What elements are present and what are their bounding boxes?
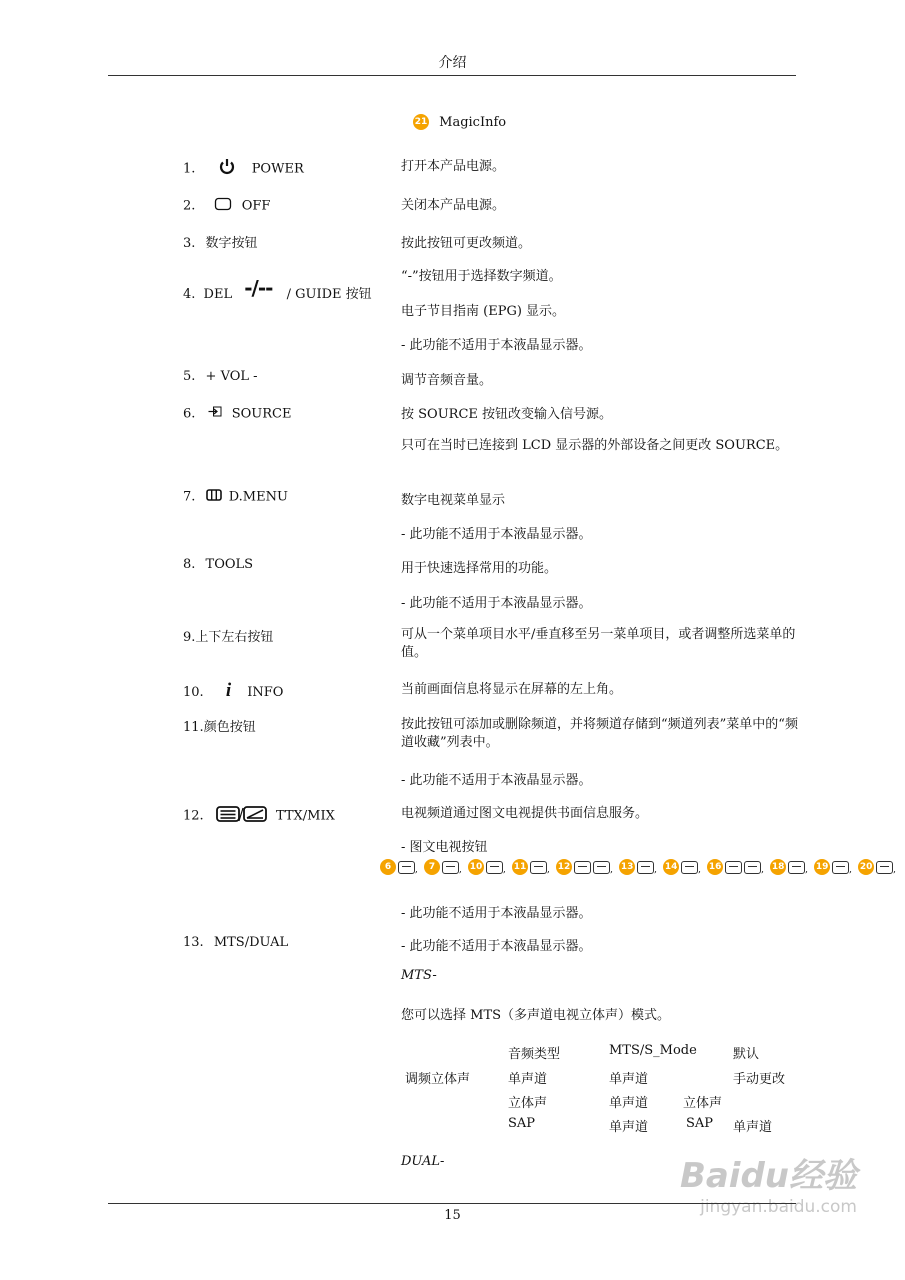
item-tools-desc2: - 此功能不适用于本液晶显示器。 bbox=[401, 596, 592, 611]
item-del-guide: 4. DEL -/-- / GUIDE 按钮 bbox=[183, 276, 372, 302]
header-rule bbox=[108, 75, 796, 76]
ttx-badge: 18 bbox=[770, 859, 786, 875]
ttx-key-icon bbox=[876, 861, 893, 874]
ttx-key-icon bbox=[486, 861, 503, 874]
table-cell: 单声道 bbox=[508, 1072, 548, 1087]
table-cell: 单声道 bbox=[609, 1120, 649, 1135]
item-color-buttons-desc: 按此按钮可添加或删除频道，并将频道存储到“频道列表”菜单中的“频道收藏”列表中。 bbox=[401, 717, 798, 750]
item-vol-desc: 调节音频音量。 bbox=[401, 373, 493, 388]
table-cell: SAP bbox=[686, 1116, 714, 1131]
item-number-buttons: 3. 数字按钮 bbox=[183, 236, 258, 251]
ttx-badge: 12 bbox=[556, 859, 572, 875]
item-source: 6. SOURCE bbox=[183, 406, 292, 422]
footer-rule bbox=[108, 1203, 796, 1204]
item-tools: 8. TOOLS bbox=[183, 557, 254, 572]
off-icon bbox=[214, 197, 232, 211]
table-header-3: 默认 bbox=[733, 1047, 760, 1062]
table-cell: 单声道 bbox=[609, 1096, 649, 1111]
ttx-badge: 20 bbox=[858, 859, 874, 875]
item-mts: 13. MTS/DUAL bbox=[183, 935, 289, 950]
item-ttx-desc2: - 图文电视按钮 bbox=[401, 840, 488, 855]
item-ttx-desc3: - 此功能不适用于本液晶显示器。 bbox=[401, 906, 592, 921]
item-ttx: 12. TTX/MIX bbox=[183, 806, 335, 826]
item-source-desc: 按 SOURCE 按钮改变输入信号源。 bbox=[401, 407, 613, 422]
dmenu-icon bbox=[206, 489, 222, 501]
ttx-key-icon bbox=[681, 861, 698, 874]
ttx-key-icon bbox=[530, 861, 547, 874]
item-del-desc: “-”按钮用于选择数字频道。 bbox=[401, 269, 562, 284]
ttx-badge: 10 bbox=[468, 859, 484, 875]
item-power: 1. POWER bbox=[183, 158, 304, 180]
watermark bbox=[680, 1148, 857, 1217]
item-info: 10. i INFO bbox=[183, 680, 284, 701]
table-cell: 立体声 bbox=[683, 1096, 723, 1111]
dash-icon: -/-- bbox=[244, 276, 273, 300]
table-cell: 单声道 bbox=[733, 1120, 773, 1135]
table-cell: SAP bbox=[508, 1116, 536, 1131]
ttx-key-icon bbox=[725, 861, 742, 874]
ttx-badge-row: 6 , 7 , 10 , 11 , 12 , 13 , 14 , 16 , 18 , 19 , 20 , bbox=[380, 859, 898, 875]
table-header-2: MTS/S_Mode bbox=[609, 1043, 697, 1058]
item-dmenu: 7. D.MENU bbox=[183, 489, 288, 505]
item-off-desc: 关闭本产品电源。 bbox=[401, 198, 506, 213]
section-title: MagicInfo bbox=[439, 114, 507, 130]
table-cell: 手动更改 bbox=[733, 1072, 786, 1087]
ttx-key-icon bbox=[637, 861, 654, 874]
ttx-badge: 19 bbox=[814, 859, 830, 875]
ttx-key-icon bbox=[593, 861, 610, 874]
ttx-key-icon bbox=[574, 861, 591, 874]
item-number-buttons-desc: 按此按钮可更改频道。 bbox=[401, 236, 532, 251]
item-dmenu-desc: 数字电视菜单显示 bbox=[401, 493, 506, 508]
item-color-buttons-desc2: - 此功能不适用于本液晶显示器。 bbox=[401, 773, 592, 788]
ttx-badge: 6 bbox=[380, 859, 396, 875]
ttx-badge: 11 bbox=[512, 859, 528, 875]
dual-heading: DUAL- bbox=[401, 1154, 445, 1169]
item-vol: 5. + VOL - bbox=[183, 369, 258, 384]
ttx-key-icon bbox=[744, 861, 761, 874]
item-source-desc2: 只可在当时已连接到 LCD 显示器的外部设备之间更改 SOURCE。 bbox=[401, 438, 789, 453]
table-cell: 单声道 bbox=[609, 1072, 649, 1087]
ttx-badge: 7 bbox=[424, 859, 440, 875]
table-row-label: 调频立体声 bbox=[405, 1072, 471, 1087]
ttx-badge: 14 bbox=[663, 859, 679, 875]
item-off: 2. OFF bbox=[183, 198, 271, 214]
item-arrow-buttons: 9.上下左右按钮 bbox=[183, 630, 274, 645]
item-dmenu-desc2: - 此功能不适用于本液晶显示器。 bbox=[401, 527, 592, 542]
item-mts-desc: - 此功能不适用于本液晶显示器。 bbox=[401, 939, 592, 954]
ttx-badge: 16 bbox=[707, 859, 723, 875]
item-ttx-desc: 电视频道通过图文电视提供书面信息服务。 bbox=[401, 806, 649, 821]
ttx-mix-icon bbox=[216, 806, 268, 822]
page-header: 介绍 bbox=[438, 55, 467, 71]
table-header-1: 音频类型 bbox=[508, 1047, 561, 1062]
mts-desc: 您可以选择 MTS（多声道电视立体声）模式。 bbox=[401, 1008, 671, 1023]
item-power-desc: 打开本产品电源。 bbox=[401, 159, 506, 174]
table-cell: 立体声 bbox=[508, 1096, 548, 1111]
mts-heading: MTS- bbox=[401, 968, 437, 983]
power-icon bbox=[218, 158, 236, 176]
page-number: 15 bbox=[444, 1208, 461, 1223]
info-icon: i bbox=[225, 680, 232, 701]
ttx-key-icon bbox=[832, 861, 849, 874]
watermark-url: jingyan.baidu.com bbox=[700, 1197, 857, 1217]
ttx-key-icon bbox=[788, 861, 805, 874]
source-icon bbox=[208, 406, 222, 418]
item-info-desc: 当前画面信息将显示在屏幕的左上角。 bbox=[401, 682, 623, 697]
ttx-key-icon bbox=[398, 861, 415, 874]
item-color-buttons: 11.颜色按钮 bbox=[183, 720, 256, 735]
section-badge: 21 bbox=[413, 114, 429, 130]
watermark-brand: Baidu经验 bbox=[679, 1156, 857, 1196]
section-title-row bbox=[413, 114, 506, 130]
item-del-desc3: - 此功能不适用于本液晶显示器。 bbox=[401, 338, 592, 353]
item-del-desc2: 电子节目指南 (EPG) 显示。 bbox=[401, 304, 566, 319]
ttx-key-icon bbox=[442, 861, 459, 874]
item-arrow-buttons-desc: 可从一个菜单项目水平/垂直移至另一菜单项目，或者调整所选菜单的值。 bbox=[401, 627, 796, 660]
ttx-badge: 13 bbox=[619, 859, 635, 875]
item-tools-desc: 用于快速选择常用的功能。 bbox=[401, 561, 558, 576]
